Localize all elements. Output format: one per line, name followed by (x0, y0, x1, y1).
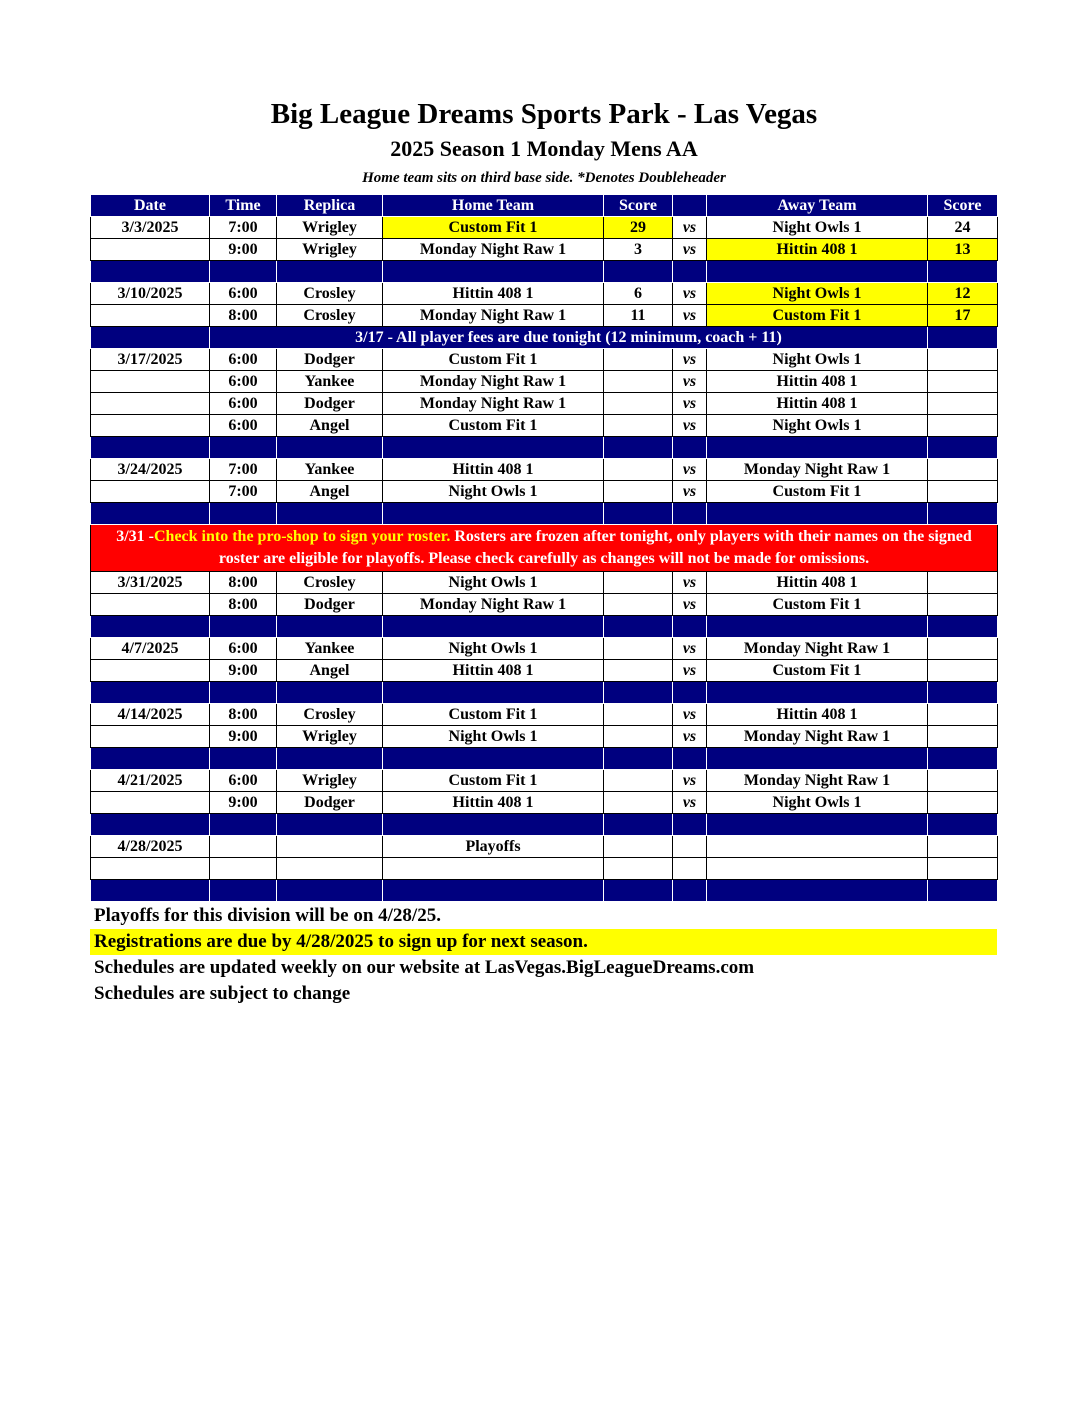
footer-line: Registrations are due by 4/28/2025 to sign up for next season. (90, 929, 997, 955)
away-score-cell (928, 481, 998, 503)
away-score-cell: 17 (928, 305, 998, 327)
replica-cell: Wrigley (277, 726, 383, 748)
vs-cell: vs (673, 770, 707, 792)
vs-cell: vs (673, 393, 707, 415)
footer-line: Schedules are updated weekly on our website at LasVegas.BigLeagueDreams.com (94, 957, 755, 978)
separator-row (91, 503, 998, 525)
away-score-cell (928, 415, 998, 437)
time-cell: 7:00 (210, 481, 277, 503)
vs-cell: vs (673, 371, 707, 393)
away-cell: Custom Fit 1 (707, 660, 928, 682)
away-score-cell (928, 858, 998, 880)
away-score-cell (928, 836, 998, 858)
separator-cell (91, 261, 210, 283)
vs-cell: vs (673, 217, 707, 239)
separator-cell (277, 748, 383, 770)
vs-cell: vs (673, 283, 707, 305)
home-score-cell: 6 (604, 283, 673, 305)
game-row (91, 239, 998, 261)
home-cell: Custom Fit 1 (383, 349, 604, 371)
notice-date: 3/31 - (116, 528, 154, 545)
column-header (673, 195, 707, 217)
time-cell: 8:00 (210, 305, 277, 327)
home-score-cell: 3 (604, 239, 673, 261)
home-score-cell (604, 836, 673, 858)
replica-cell: Yankee (277, 638, 383, 660)
replica-cell (277, 836, 383, 858)
fee-notice: 3/17 - All player fees are due tonight (12 minimum, coach + 11) (210, 327, 928, 349)
home-score-cell: 29 (604, 217, 673, 239)
separator-cell (383, 682, 604, 704)
separator-cell (928, 748, 998, 770)
date-cell: 4/21/2025 (91, 770, 210, 792)
home-score-cell: 11 (604, 305, 673, 327)
game-row (91, 726, 998, 748)
date-cell (91, 660, 210, 682)
home-score-cell (604, 770, 673, 792)
separator-cell (277, 503, 383, 525)
column-header: Time (210, 195, 277, 217)
date-cell (91, 371, 210, 393)
game-row (91, 481, 998, 503)
separator-cell (707, 748, 928, 770)
separator-cell (673, 748, 707, 770)
home-score-cell (604, 481, 673, 503)
separator-row (91, 682, 998, 704)
away-score-cell (928, 594, 998, 616)
home-score-cell (604, 638, 673, 660)
fee-notice-row (91, 327, 998, 349)
date-cell (91, 305, 210, 327)
game-row (91, 371, 998, 393)
home-cell: Hittin 408 1 (383, 283, 604, 305)
separator-row (91, 616, 998, 638)
separator-cell (277, 437, 383, 459)
home-score-cell (604, 572, 673, 594)
separator-cell (383, 814, 604, 836)
time-cell: 8:00 (210, 594, 277, 616)
away-score-cell: 13 (928, 239, 998, 261)
separator-cell (383, 880, 604, 902)
home-cell: Monday Night Raw 1 (383, 305, 604, 327)
game-row (91, 792, 998, 814)
away-score-cell (928, 792, 998, 814)
separator-cell (91, 437, 210, 459)
date-cell (91, 792, 210, 814)
separator-cell (673, 503, 707, 525)
time-cell: 9:00 (210, 726, 277, 748)
separator-cell (210, 503, 277, 525)
separator-cell (928, 616, 998, 638)
away-cell: Hittin 408 1 (707, 704, 928, 726)
away-cell: Hittin 408 1 (707, 371, 928, 393)
vs-cell: vs (673, 305, 707, 327)
separator-cell (210, 814, 277, 836)
away-score-cell (928, 349, 998, 371)
away-score-cell (928, 660, 998, 682)
separator-cell (91, 814, 210, 836)
date-cell: 3/17/2025 (91, 349, 210, 371)
home-score-cell (604, 726, 673, 748)
separator-row (91, 880, 998, 902)
home-score-cell (604, 459, 673, 481)
separator-row (91, 437, 998, 459)
away-cell (707, 836, 928, 858)
separator-cell (928, 880, 998, 902)
vs-cell (673, 858, 707, 880)
separator-cell (91, 880, 210, 902)
separator-cell (928, 814, 998, 836)
away-score-cell (928, 638, 998, 660)
game-row (91, 217, 998, 239)
home-cell: Night Owls 1 (383, 638, 604, 660)
separator-cell (673, 437, 707, 459)
vs-cell (673, 836, 707, 858)
game-row (91, 572, 998, 594)
vs-cell: vs (673, 660, 707, 682)
time-cell: 9:00 (210, 660, 277, 682)
date-cell: 3/31/2025 (91, 572, 210, 594)
separator-cell (604, 437, 673, 459)
away-cell: Monday Night Raw 1 (707, 726, 928, 748)
home-score-cell (604, 371, 673, 393)
page-subtitle: 2025 Season 1 Monday Mens AA (390, 136, 698, 161)
vs-cell: vs (673, 726, 707, 748)
home-cell: Custom Fit 1 (383, 770, 604, 792)
separator-cell (210, 261, 277, 283)
home-score-cell (604, 792, 673, 814)
away-cell: Night Owls 1 (707, 217, 928, 239)
empty-cell (928, 327, 998, 349)
separator-cell (707, 261, 928, 283)
game-row (91, 858, 998, 880)
date-cell (91, 415, 210, 437)
away-cell: Custom Fit 1 (707, 594, 928, 616)
away-cell: Night Owls 1 (707, 349, 928, 371)
away-cell: Monday Night Raw 1 (707, 459, 928, 481)
time-cell: 6:00 (210, 638, 277, 660)
home-cell: Monday Night Raw 1 (383, 239, 604, 261)
home-score-cell (604, 858, 673, 880)
separator-row (91, 814, 998, 836)
vs-cell: vs (673, 572, 707, 594)
vs-cell: vs (673, 349, 707, 371)
date-cell (91, 481, 210, 503)
separator-cell (383, 261, 604, 283)
time-cell: 8:00 (210, 572, 277, 594)
home-score-cell (604, 393, 673, 415)
separator-cell (383, 748, 604, 770)
separator-cell (604, 880, 673, 902)
separator-cell (277, 880, 383, 902)
replica-cell: Crosley (277, 305, 383, 327)
date-cell: 3/10/2025 (91, 283, 210, 305)
home-cell (383, 858, 604, 880)
separator-cell (210, 437, 277, 459)
away-score-cell: 24 (928, 217, 998, 239)
vs-cell: vs (673, 792, 707, 814)
game-row (91, 349, 998, 371)
separator-cell (604, 616, 673, 638)
roster-notice (91, 525, 998, 572)
home-cell: Playoffs (383, 836, 604, 858)
home-cell: Hittin 408 1 (383, 459, 604, 481)
separator-cell (91, 503, 210, 525)
home-cell: Night Owls 1 (383, 572, 604, 594)
empty-cell (91, 327, 210, 349)
time-cell: 8:00 (210, 704, 277, 726)
replica-cell: Yankee (277, 371, 383, 393)
home-cell: Hittin 408 1 (383, 792, 604, 814)
separator-cell (673, 880, 707, 902)
time-cell: 9:00 (210, 792, 277, 814)
separator-cell (91, 682, 210, 704)
vs-cell: vs (673, 704, 707, 726)
vs-cell: vs (673, 594, 707, 616)
replica-cell: Wrigley (277, 770, 383, 792)
replica-cell: Angel (277, 660, 383, 682)
time-cell (210, 836, 277, 858)
time-cell: 9:00 (210, 239, 277, 261)
replica-cell: Dodger (277, 594, 383, 616)
footer-line: Schedules are subject to change (94, 983, 351, 1004)
replica-cell: Dodger (277, 792, 383, 814)
separator-cell (210, 616, 277, 638)
time-cell: 6:00 (210, 371, 277, 393)
column-header: Date (91, 195, 210, 217)
time-cell: 7:00 (210, 217, 277, 239)
away-score-cell: 12 (928, 283, 998, 305)
separator-cell (210, 682, 277, 704)
time-cell (210, 858, 277, 880)
separator-cell (707, 814, 928, 836)
date-cell (91, 594, 210, 616)
away-score-cell (928, 770, 998, 792)
time-cell: 7:00 (210, 459, 277, 481)
game-row (91, 704, 998, 726)
home-cell: Hittin 408 1 (383, 660, 604, 682)
time-cell: 6:00 (210, 770, 277, 792)
time-cell: 6:00 (210, 393, 277, 415)
schedule-table (90, 194, 998, 902)
home-score-cell (604, 704, 673, 726)
vs-cell: vs (673, 415, 707, 437)
vs-cell: vs (673, 638, 707, 660)
column-header: Score (928, 195, 998, 217)
game-row (91, 283, 998, 305)
separator-cell (673, 682, 707, 704)
home-score-cell (604, 594, 673, 616)
separator-cell (604, 261, 673, 283)
separator-cell (673, 616, 707, 638)
home-cell: Custom Fit 1 (383, 704, 604, 726)
separator-cell (928, 682, 998, 704)
date-cell: 3/3/2025 (91, 217, 210, 239)
away-score-cell (928, 459, 998, 481)
separator-cell (277, 682, 383, 704)
column-header: Score (604, 195, 673, 217)
away-cell: Custom Fit 1 (707, 481, 928, 503)
game-row (91, 836, 998, 858)
home-cell: Monday Night Raw 1 (383, 371, 604, 393)
game-row (91, 770, 998, 792)
away-score-cell (928, 371, 998, 393)
column-header: Home Team (383, 195, 604, 217)
replica-cell: Crosley (277, 283, 383, 305)
separator-cell (707, 616, 928, 638)
replica-cell: Yankee (277, 459, 383, 481)
replica-cell: Wrigley (277, 217, 383, 239)
away-cell: Night Owls 1 (707, 415, 928, 437)
vs-cell: vs (673, 239, 707, 261)
schedule-note: Home team sits on third base side. *Denotes Doubleheader (362, 170, 726, 186)
time-cell: 6:00 (210, 415, 277, 437)
home-cell: Night Owls 1 (383, 481, 604, 503)
away-score-cell (928, 572, 998, 594)
replica-cell: Wrigley (277, 239, 383, 261)
away-cell: Hittin 408 1 (707, 572, 928, 594)
roster-notice-row (91, 525, 998, 572)
away-cell: Night Owls 1 (707, 283, 928, 305)
separator-cell (383, 503, 604, 525)
separator-cell (604, 814, 673, 836)
separator-cell (707, 437, 928, 459)
footer-notes (90, 903, 997, 1007)
notice-highlight: Check into the pro-shop to sign your roster. (154, 528, 451, 545)
away-score-cell (928, 704, 998, 726)
notice-text: Rosters are frozen after tonight, only players with their names on the signed roster are eligible for playoffs. Please check carefully as changes will not be made for omissions. (218, 528, 972, 567)
separator-cell (210, 748, 277, 770)
separator-cell (673, 261, 707, 283)
away-score-cell (928, 726, 998, 748)
home-cell: Monday Night Raw 1 (383, 594, 604, 616)
separator-cell (91, 616, 210, 638)
page-title: Big League Dreams Sports Park - Las Vegas (270, 98, 818, 130)
home-cell: Custom Fit 1 (383, 415, 604, 437)
separator-row (91, 748, 998, 770)
game-row (91, 305, 998, 327)
away-cell: Hittin 408 1 (707, 239, 928, 261)
separator-cell (383, 437, 604, 459)
column-header: Replica (277, 195, 383, 217)
vs-cell: vs (673, 481, 707, 503)
replica-cell: Angel (277, 481, 383, 503)
separator-cell (928, 437, 998, 459)
time-cell: 6:00 (210, 283, 277, 305)
away-score-cell (928, 393, 998, 415)
home-cell: Night Owls 1 (383, 726, 604, 748)
game-row (91, 638, 998, 660)
game-row (91, 459, 998, 481)
date-cell: 3/24/2025 (91, 459, 210, 481)
separator-cell (707, 880, 928, 902)
away-cell: Night Owls 1 (707, 792, 928, 814)
separator-row (91, 261, 998, 283)
date-cell (91, 726, 210, 748)
date-cell (91, 239, 210, 261)
date-cell: 4/7/2025 (91, 638, 210, 660)
away-cell: Custom Fit 1 (707, 305, 928, 327)
footer-line: Playoffs for this division will be on 4/28/25. (94, 905, 441, 926)
separator-cell (928, 503, 998, 525)
separator-cell (210, 880, 277, 902)
replica-cell: Crosley (277, 572, 383, 594)
separator-cell (383, 616, 604, 638)
separator-cell (673, 814, 707, 836)
game-row (91, 594, 998, 616)
separator-cell (707, 682, 928, 704)
vs-cell: vs (673, 459, 707, 481)
separator-cell (707, 503, 928, 525)
date-cell: 4/14/2025 (91, 704, 210, 726)
away-cell: Monday Night Raw 1 (707, 638, 928, 660)
column-header: Away Team (707, 195, 928, 217)
separator-cell (277, 261, 383, 283)
home-score-cell (604, 415, 673, 437)
separator-cell (604, 682, 673, 704)
date-cell (91, 393, 210, 415)
home-score-cell (604, 660, 673, 682)
replica-cell: Angel (277, 415, 383, 437)
separator-cell (928, 261, 998, 283)
replica-cell: Dodger (277, 349, 383, 371)
game-row (91, 660, 998, 682)
separator-cell (277, 814, 383, 836)
separator-cell (91, 748, 210, 770)
away-cell: Hittin 408 1 (707, 393, 928, 415)
game-row (91, 415, 998, 437)
home-score-cell (604, 349, 673, 371)
time-cell: 6:00 (210, 349, 277, 371)
home-cell: Custom Fit 1 (383, 217, 604, 239)
table-header (91, 195, 998, 217)
separator-cell (604, 503, 673, 525)
game-row (91, 393, 998, 415)
away-cell: Monday Night Raw 1 (707, 770, 928, 792)
date-cell: 4/28/2025 (91, 836, 210, 858)
replica-cell: Dodger (277, 393, 383, 415)
away-cell (707, 858, 928, 880)
replica-cell (277, 858, 383, 880)
separator-cell (604, 748, 673, 770)
replica-cell: Crosley (277, 704, 383, 726)
home-cell: Monday Night Raw 1 (383, 393, 604, 415)
date-cell (91, 858, 210, 880)
separator-cell (277, 616, 383, 638)
